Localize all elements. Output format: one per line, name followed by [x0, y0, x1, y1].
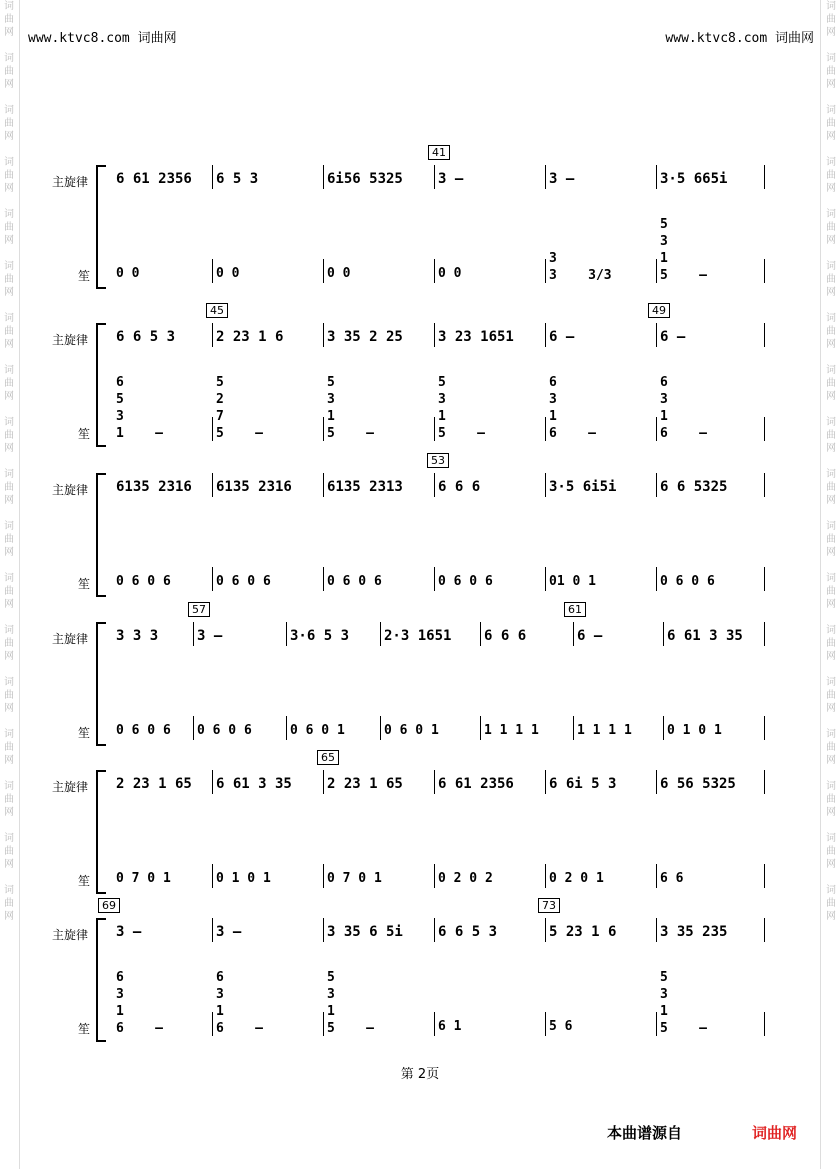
barline — [480, 622, 481, 646]
barline — [656, 417, 657, 441]
part-label-sheng: 笙 — [78, 874, 91, 888]
barline — [434, 417, 435, 441]
barline — [380, 622, 381, 646]
melody-measure: 6135 2316 — [216, 479, 292, 495]
barline — [764, 622, 765, 646]
barline — [323, 259, 324, 283]
melody-measure: 6135 2313 — [327, 479, 403, 495]
melody-measure: 6135 2316 — [116, 479, 192, 495]
part-label-melody: 主旋律 — [52, 632, 89, 646]
part-label-melody: 主旋律 — [52, 928, 89, 942]
system-bracket — [96, 622, 106, 746]
barline — [323, 864, 324, 888]
system-bracket — [96, 323, 106, 447]
barline — [193, 622, 194, 646]
site-header-right[interactable]: www.ktvc8.com 词曲网 — [665, 31, 814, 46]
rehearsal-number: 53 — [427, 453, 449, 468]
barline — [323, 1012, 324, 1036]
barline — [434, 567, 435, 591]
barline — [434, 918, 435, 942]
sheng-measure: 0 7 0 1 — [116, 871, 171, 886]
melody-measure: 6 56 5325 — [660, 776, 736, 792]
barline — [212, 567, 213, 591]
sheng-measure: 6 3 1 6 – — [116, 970, 163, 1036]
barline — [764, 918, 765, 942]
sheng-measure: 6 3 1 6 – — [216, 970, 263, 1036]
melody-measure: 3·6 5 3 — [290, 628, 350, 644]
barline — [656, 770, 657, 794]
melody-measure: 6 61 2356 — [116, 171, 192, 187]
barline — [212, 864, 213, 888]
barline — [434, 323, 435, 347]
melody-measure: 2 23 1 65 — [327, 776, 403, 792]
rehearsal-number: 61 — [564, 602, 586, 617]
melody-measure: 6i56 5325 — [327, 171, 403, 187]
barline — [545, 259, 546, 283]
melody-measure: 6 – — [549, 329, 575, 345]
barline — [656, 1012, 657, 1036]
barline — [764, 716, 765, 740]
melody-measure: 3 – — [549, 171, 575, 187]
sheng-measure: 6 3 1 6 – — [549, 375, 596, 441]
melody-measure: 3 – — [116, 924, 142, 940]
melody-measure: 6 6 5 3 — [438, 924, 498, 940]
rehearsal-number: 41 — [428, 145, 450, 160]
barline — [323, 567, 324, 591]
sheng-measure: 6 6 — [660, 871, 684, 886]
rehearsal-number: 69 — [98, 898, 120, 913]
barline — [656, 918, 657, 942]
system-bracket — [96, 918, 106, 1042]
system-bracket — [96, 473, 106, 597]
watermark-right: 词曲网 词曲网 词曲网 词曲网 词曲网 词曲网 词曲网 词曲网 词曲网 词曲网 词曲网 词曲网 词曲网 词曲网 词曲网 词曲网 词曲网 词曲网 — [826, 1, 836, 922]
barline — [434, 473, 435, 497]
part-label-sheng: 笙 — [78, 427, 91, 441]
barline — [193, 716, 194, 740]
sheng-measure: 0 6 0 6 — [438, 574, 493, 589]
barline — [323, 417, 324, 441]
sheng-measure: 0 1 0 1 — [667, 723, 722, 738]
melody-measure: 3 35 2 25 — [327, 329, 403, 345]
barline — [434, 1012, 435, 1036]
sheng-measure: 6 3 1 6 – — [660, 375, 707, 441]
rehearsal-number: 45 — [206, 303, 228, 318]
barline — [545, 770, 546, 794]
sheng-measure: 0 0 — [438, 266, 462, 281]
melody-measure: 3·5 665i — [660, 171, 728, 187]
source-brand-link[interactable]: 词曲网 — [752, 1124, 798, 1142]
barline — [380, 716, 381, 740]
sheng-measure: 0 0 — [327, 266, 351, 281]
barline — [212, 323, 213, 347]
sheng-measure: 6 1 — [438, 1019, 462, 1034]
barline — [323, 770, 324, 794]
barline — [545, 918, 546, 942]
part-label-sheng: 笙 — [78, 577, 91, 591]
barline — [764, 864, 765, 888]
barline — [545, 473, 546, 497]
barline — [212, 417, 213, 441]
melody-measure: 3·5 6i5i — [549, 479, 617, 495]
site-header-left[interactable]: www.ktvc8.com 词曲网 — [28, 31, 177, 46]
barline — [434, 770, 435, 794]
melody-measure: 3 35 235 — [660, 924, 728, 940]
melody-measure: 6 6 6 — [484, 628, 527, 644]
melody-measure: 2 23 1 6 — [216, 329, 284, 345]
barline — [764, 259, 765, 283]
barline — [545, 1012, 546, 1036]
sheng-measure: 0 6 0 6 — [116, 723, 171, 738]
melody-measure: 6 6 5325 — [660, 479, 728, 495]
melody-measure: 6 6 6 — [438, 479, 481, 495]
rehearsal-number: 65 — [317, 750, 339, 765]
barline — [764, 1012, 765, 1036]
barline — [764, 165, 765, 189]
sheng-measure: 5 3 1 5 – — [327, 375, 374, 441]
barline — [545, 323, 546, 347]
sheng-measure: 5 3 1 5 – — [660, 970, 707, 1036]
barline — [480, 716, 481, 740]
melody-measure: 2·3 1651 — [384, 628, 452, 644]
barline — [573, 716, 574, 740]
barline — [545, 864, 546, 888]
barline — [663, 622, 664, 646]
barline — [323, 165, 324, 189]
barline — [323, 918, 324, 942]
barline — [764, 567, 765, 591]
sheng-measure: 0 6 0 6 — [197, 723, 252, 738]
watermark-left: 词曲网 词曲网 词曲网 词曲网 词曲网 词曲网 词曲网 词曲网 词曲网 词曲网 词曲网 词曲网 词曲网 词曲网 词曲网 词曲网 词曲网 词曲网 — [4, 1, 14, 922]
barline — [663, 716, 664, 740]
sheng-measure: 5 3 1 5 – — [438, 375, 485, 441]
melody-measure: 6 – — [577, 628, 603, 644]
sheng-measure: 6 5 3 1 – — [116, 375, 163, 441]
sheng-measure: 0 7 0 1 — [327, 871, 382, 886]
barline — [212, 770, 213, 794]
barline — [212, 918, 213, 942]
melody-measure: 6 61 3 35 — [216, 776, 292, 792]
melody-measure: 3 – — [438, 171, 464, 187]
sheng-measure: 5 3 1 5 – — [327, 970, 374, 1036]
sheng-measure: 1 1 1 1 — [577, 723, 632, 738]
barline — [434, 165, 435, 189]
melody-measure: 3 23 1651 — [438, 329, 514, 345]
barline — [656, 165, 657, 189]
rehearsal-number: 49 — [648, 303, 670, 318]
barline — [573, 622, 574, 646]
part-label-sheng: 笙 — [78, 726, 91, 740]
left-margin-line — [19, 0, 20, 1169]
sheng-measure: 0 6 0 6 — [327, 574, 382, 589]
barline — [764, 323, 765, 347]
melody-measure: 3 3 3 — [116, 628, 159, 644]
barline — [212, 165, 213, 189]
part-label-melody: 主旋律 — [52, 780, 89, 794]
barline — [764, 417, 765, 441]
barline — [764, 473, 765, 497]
barline — [656, 473, 657, 497]
part-label-melody: 主旋律 — [52, 483, 89, 497]
barline — [545, 567, 546, 591]
sheng-measure: 0 0 — [116, 266, 140, 281]
barline — [323, 473, 324, 497]
rehearsal-number: 57 — [188, 602, 210, 617]
sheng-measure: 0 2 0 1 — [549, 871, 604, 886]
sheng-measure: 0 0 — [216, 266, 240, 281]
sheng-measure: 5 3 1 5 – — [660, 217, 707, 283]
melody-measure: 6 6i 5 3 — [549, 776, 617, 792]
sheng-measure: 5 2 7 5 – — [216, 375, 263, 441]
barline — [656, 323, 657, 347]
melody-measure: 3 – — [216, 924, 242, 940]
sheng-measure: 0 6 0 6 — [216, 574, 271, 589]
system-bracket — [96, 770, 106, 894]
sheng-measure: 1 1 1 1 — [484, 723, 539, 738]
barline — [656, 259, 657, 283]
part-label-sheng: 笙 — [78, 1022, 91, 1036]
melody-measure: 6 61 3 35 — [667, 628, 743, 644]
melody-measure: 5 23 1 6 — [549, 924, 617, 940]
sheng-measure: 0 6 0 6 — [660, 574, 715, 589]
barline — [656, 864, 657, 888]
system-bracket — [96, 165, 106, 289]
sheng-measure: 0 2 0 2 — [438, 871, 493, 886]
part-label-sheng: 笙 — [78, 269, 91, 283]
sheng-measure: 0 1 0 1 — [216, 871, 271, 886]
barline — [212, 259, 213, 283]
melody-measure: 3 35 6 5i — [327, 924, 403, 940]
melody-measure: 6 – — [660, 329, 686, 345]
barline — [323, 323, 324, 347]
barline — [434, 864, 435, 888]
barline — [545, 417, 546, 441]
melody-measure: 3 – — [197, 628, 223, 644]
sheng-measure: 0 6 0 6 — [116, 574, 171, 589]
part-label-melody: 主旋律 — [52, 175, 89, 189]
part-label-melody: 主旋律 — [52, 333, 89, 347]
source-label: 本曲谱源自 — [607, 1124, 683, 1142]
right-margin-line — [820, 0, 821, 1169]
barline — [286, 716, 287, 740]
melody-measure: 6 61 2356 — [438, 776, 514, 792]
barline — [434, 259, 435, 283]
barline — [212, 473, 213, 497]
barline — [545, 165, 546, 189]
barline — [656, 567, 657, 591]
page-number: 第 2页 — [400, 1067, 440, 1082]
sheng-measure: 5 6 — [549, 1019, 573, 1034]
sheng-measure: 01 0 1 — [549, 574, 596, 589]
melody-measure: 6 5 3 — [216, 171, 259, 187]
barline — [764, 770, 765, 794]
sheng-measure: 0 6 0 1 — [384, 723, 439, 738]
sheng-measure: 3 3 3/3 — [549, 251, 612, 283]
barline — [286, 622, 287, 646]
sheng-measure: 0 6 0 1 — [290, 723, 345, 738]
melody-measure: 2 23 1 65 — [116, 776, 192, 792]
melody-measure: 6 6 5 3 — [116, 329, 176, 345]
rehearsal-number: 73 — [538, 898, 560, 913]
barline — [212, 1012, 213, 1036]
